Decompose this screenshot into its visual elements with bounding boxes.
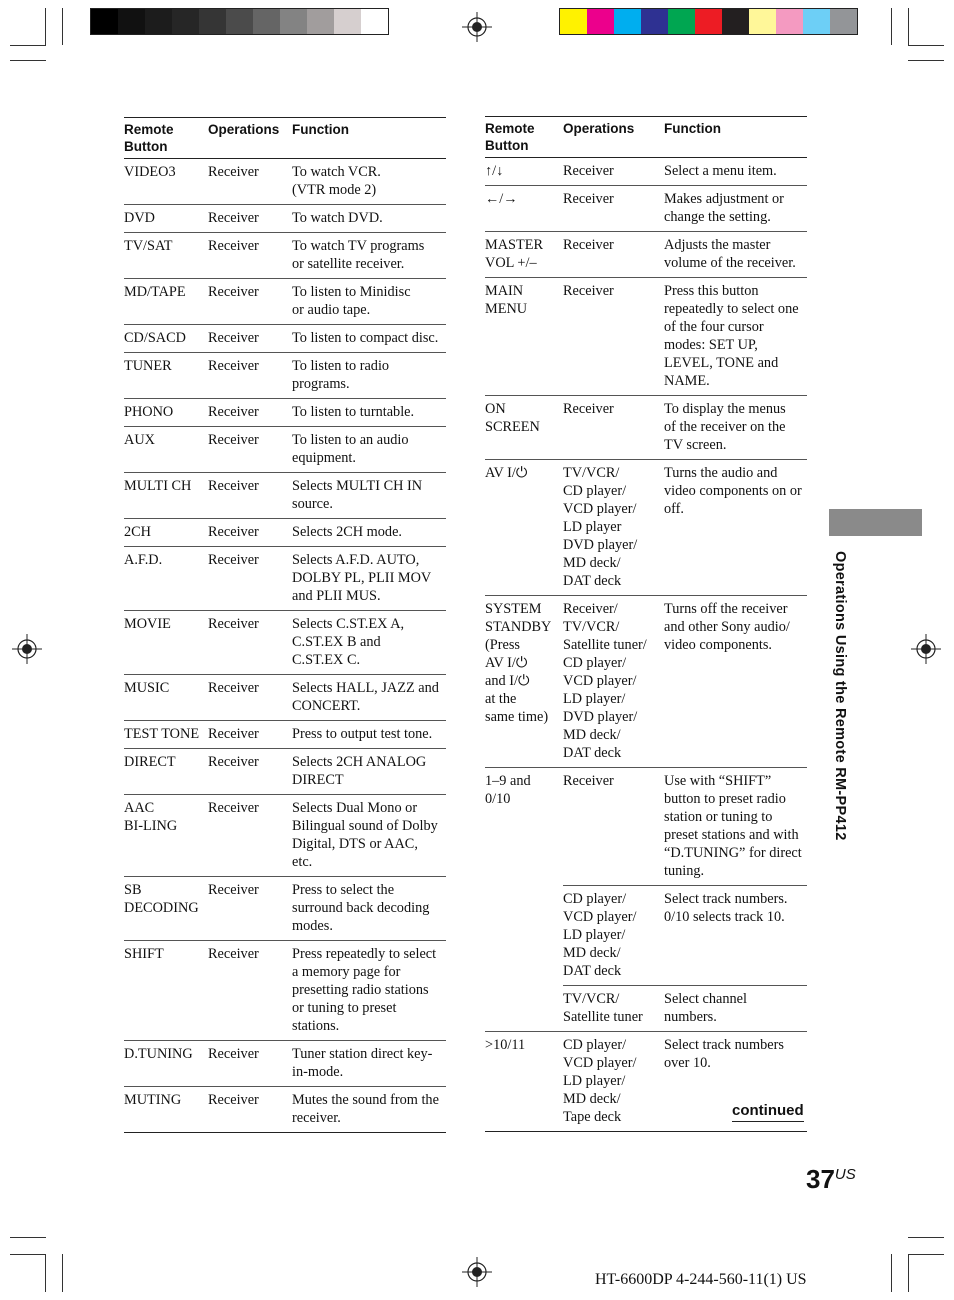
calibration-swatch xyxy=(361,9,388,34)
table-row xyxy=(485,460,807,596)
calibration-swatch xyxy=(830,9,857,34)
cell-remote-button xyxy=(485,986,563,1032)
cell-remote-button: SYSTEM STANDBY (Press AV I/⏻ and I/⏻ at the same time) xyxy=(485,596,563,768)
cell-function: Press repeatedly to select a memory page for presetting radio stations or tuning to preset stations. xyxy=(292,941,446,1041)
cell-remote-button: MULTI CH xyxy=(124,473,208,519)
cell-remote-button: MUSIC xyxy=(124,675,208,721)
crop-mark xyxy=(908,1254,909,1292)
cell-function: To watch VCR. (VTR mode 2) xyxy=(292,159,446,205)
table-row xyxy=(124,795,446,877)
calibration-swatch xyxy=(695,9,722,34)
cell-operations: CD player/ VCD player/ LD player/ MD deck/ DAT deck xyxy=(563,886,664,986)
table-row xyxy=(485,768,807,886)
cell-function: To watch TV programs or satellite receiver. xyxy=(292,233,446,279)
header-remote-button: Remote Button xyxy=(124,118,208,159)
cell-operations: Receiver xyxy=(208,325,292,353)
cell-operations: Receiver/ TV/VCR/ Satellite tuner/ CD player/ VCD player/ LD player/ DVD player/ MD deck/ DAT deck xyxy=(563,596,664,768)
cell-remote-button: VIDEO3 xyxy=(124,159,208,205)
crop-mark xyxy=(10,1254,46,1255)
remote-buttons-table-right xyxy=(485,116,807,1132)
table-row xyxy=(485,396,807,460)
cell-function: Select track numbers. 0/10 selects track 10. xyxy=(664,886,807,986)
cell-function: To listen to Minidisc or audio tape. xyxy=(292,279,446,325)
table-row xyxy=(124,611,446,675)
cell-function: To listen to compact disc. xyxy=(292,325,446,353)
cell-operations: Receiver xyxy=(208,611,292,675)
cell-remote-button: MD/TAPE xyxy=(124,279,208,325)
page-number-value: 37 xyxy=(806,1164,835,1194)
cell-function: To display the menus of the receiver on the TV screen. xyxy=(664,396,807,460)
cell-function: To watch DVD. xyxy=(292,205,446,233)
crop-mark xyxy=(10,60,46,61)
cell-remote-button: AV I/⏻ xyxy=(485,460,563,596)
cell-remote-button: ←/→ xyxy=(485,186,563,232)
cell-function: Turns off the receiver and other Sony audio/ video components. xyxy=(664,596,807,768)
calibration-swatch xyxy=(118,9,145,34)
cell-operations: Receiver xyxy=(208,427,292,473)
crop-mark xyxy=(908,45,944,46)
crop-mark xyxy=(10,1237,46,1238)
table-row xyxy=(124,941,446,1041)
cell-remote-button: PHONO xyxy=(124,399,208,427)
cell-remote-button xyxy=(485,886,563,986)
table-row xyxy=(485,986,807,1032)
cell-operations: CD player/ VCD player/ LD player/ MD deck/ Tape deck xyxy=(563,1032,664,1132)
cell-remote-button: 2CH xyxy=(124,519,208,547)
crop-mark xyxy=(62,8,63,45)
calibration-swatch xyxy=(172,9,199,34)
cell-function: Turns the audio and video components on or off. xyxy=(664,460,807,596)
cell-function: Selects HALL, JAZZ and CONCERT. xyxy=(292,675,446,721)
table-header-row xyxy=(485,117,807,158)
cell-remote-button: A.F.D. xyxy=(124,547,208,611)
table-row xyxy=(124,399,446,427)
cell-remote-button: SHIFT xyxy=(124,941,208,1041)
cell-function: Selects A.F.D. AUTO, DOLBY PL, PLII MOV and PLII MUS. xyxy=(292,547,446,611)
calibration-swatch xyxy=(560,9,587,34)
cell-remote-button: AUX xyxy=(124,427,208,473)
table-row xyxy=(124,279,446,325)
header-function: Function xyxy=(292,118,446,159)
cell-remote-button: MOVIE xyxy=(124,611,208,675)
cell-function: To listen to an audio equipment. xyxy=(292,427,446,473)
calibration-swatch xyxy=(641,9,668,34)
crop-mark xyxy=(908,8,909,45)
calibration-swatch xyxy=(749,9,776,34)
table-row xyxy=(485,186,807,232)
section-tab xyxy=(829,509,922,536)
cell-operations: Receiver xyxy=(208,675,292,721)
header-operations: Operations xyxy=(563,117,664,158)
cell-operations: Receiver xyxy=(208,749,292,795)
calibration-swatch xyxy=(776,9,803,34)
cell-remote-button: MAIN MENU xyxy=(485,278,563,396)
cell-remote-button: AAC BI-LING xyxy=(124,795,208,877)
cell-remote-button: TV/SAT xyxy=(124,233,208,279)
cell-operations: Receiver xyxy=(208,1087,292,1133)
cell-operations: Receiver xyxy=(208,1041,292,1087)
cell-operations: Receiver xyxy=(563,232,664,278)
cell-function: Use with “SHIFT” button to preset radio station or tuning to preset stations and with “D.TUNING” for direct tuning. xyxy=(664,768,807,886)
cell-operations: Receiver xyxy=(208,795,292,877)
page-number xyxy=(806,1164,856,1195)
cell-operations: Receiver xyxy=(208,941,292,1041)
table-row xyxy=(124,1041,446,1087)
cell-function: Selects Dual Mono or Bilingual sound of Dolby Digital, DTS or AAC, etc. xyxy=(292,795,446,877)
registration-mark-icon xyxy=(462,12,492,42)
cell-operations: Receiver xyxy=(563,186,664,232)
calibration-swatch xyxy=(226,9,253,34)
cell-function: Press this button repeatedly to select one of the four cursor modes: SET UP, LEVEL, TONE and NAME. xyxy=(664,278,807,396)
table-row xyxy=(124,205,446,233)
cell-function: Makes adjustment or change the setting. xyxy=(664,186,807,232)
table-row xyxy=(485,886,807,986)
cell-remote-button: CD/SACD xyxy=(124,325,208,353)
cell-remote-button: MUTING xyxy=(124,1087,208,1133)
gray-calibration-strip xyxy=(90,8,389,35)
cell-function: To listen to turntable. xyxy=(292,399,446,427)
table-row xyxy=(485,596,807,768)
calibration-swatch xyxy=(280,9,307,34)
table-row xyxy=(124,721,446,749)
calibration-swatch xyxy=(614,9,641,34)
cell-remote-button: DVD xyxy=(124,205,208,233)
cell-operations: Receiver xyxy=(563,768,664,886)
crop-mark xyxy=(10,45,46,46)
cell-operations: Receiver xyxy=(208,877,292,941)
table-row xyxy=(124,519,446,547)
cell-operations: Receiver xyxy=(208,721,292,749)
table-row xyxy=(124,1087,446,1133)
table-row xyxy=(124,325,446,353)
crop-mark xyxy=(45,1254,46,1292)
cell-remote-button: 1–9 and 0/10 xyxy=(485,773,531,807)
cell-operations: Receiver xyxy=(208,399,292,427)
section-title: Operations Using the Remote RM-PP412 xyxy=(832,551,848,841)
cell-function: Select a menu item. xyxy=(664,158,807,186)
calibration-swatch xyxy=(91,9,118,34)
cell-remote-button: DIRECT xyxy=(124,749,208,795)
cell-function: Selects MULTI CH IN source. xyxy=(292,473,446,519)
cell-remote-button: MASTER VOL +/– xyxy=(485,232,563,278)
table-header-row xyxy=(124,118,446,159)
table-row xyxy=(124,675,446,721)
cell-function: Select track numbers over 10. xyxy=(664,1032,807,1132)
cell-function: Adjusts the master volume of the receiver. xyxy=(664,232,807,278)
cell-operations: TV/VCR/ Satellite tuner xyxy=(563,986,664,1032)
table-row xyxy=(124,159,446,205)
cell-remote-button: >10/11 xyxy=(485,1032,563,1132)
calibration-swatch xyxy=(253,9,280,34)
color-calibration-strip xyxy=(559,8,858,35)
cell-remote-button: D.TUNING xyxy=(124,1041,208,1087)
cell-remote-button: ON SCREEN xyxy=(485,396,563,460)
cell-function: Press to select the surround back decoding modes. xyxy=(292,877,446,941)
cell-operations: Receiver xyxy=(208,547,292,611)
page-suffix: US xyxy=(834,1166,856,1183)
continued-label: continued xyxy=(732,1102,804,1122)
cell-function: Select channel numbers. xyxy=(664,986,807,1032)
calibration-swatch xyxy=(803,9,830,34)
cell-operations: Receiver xyxy=(208,473,292,519)
registration-mark-icon xyxy=(911,634,941,664)
cell-function: Tuner station direct key- in-mode. xyxy=(292,1041,446,1087)
cell-function: Selects 2CH mode. xyxy=(292,519,446,547)
cell-operations: Receiver xyxy=(563,278,664,396)
remote-buttons-table-left xyxy=(124,117,446,1133)
table-row xyxy=(124,877,446,941)
cell-remote-button: SB DECODING xyxy=(124,877,208,941)
table-row xyxy=(124,473,446,519)
cell-operations: Receiver xyxy=(563,396,664,460)
calibration-swatch xyxy=(145,9,172,34)
cell-remote-button: ↑/↓ xyxy=(485,158,563,186)
header-remote-button: Remote Button xyxy=(485,117,563,158)
cell-operations: Receiver xyxy=(208,205,292,233)
calibration-swatch xyxy=(587,9,614,34)
table-row xyxy=(124,427,446,473)
cell-operations: Receiver xyxy=(208,519,292,547)
cell-operations: Receiver xyxy=(208,159,292,205)
table-row xyxy=(485,278,807,396)
table-row xyxy=(124,353,446,399)
table-row xyxy=(124,233,446,279)
crop-mark xyxy=(891,1254,892,1292)
calibration-swatch xyxy=(334,9,361,34)
crop-mark xyxy=(908,60,944,61)
cell-operations: Receiver xyxy=(208,279,292,325)
footer-model: HT-6600DP 4-244-560-11(1) US xyxy=(595,1271,807,1288)
calibration-swatch xyxy=(668,9,695,34)
crop-mark xyxy=(908,1254,944,1255)
header-operations: Operations xyxy=(208,118,292,159)
cell-operations: Receiver xyxy=(563,158,664,186)
registration-mark-icon xyxy=(462,1257,492,1287)
cell-function: To listen to radio programs. xyxy=(292,353,446,399)
table-row xyxy=(124,749,446,795)
cell-operations: Receiver xyxy=(208,233,292,279)
cell-operations: TV/VCR/ CD player/ VCD player/ LD player DVD player/ MD deck/ DAT deck xyxy=(563,460,664,596)
calibration-swatch xyxy=(722,9,749,34)
crop-mark xyxy=(891,8,892,45)
crop-mark xyxy=(908,1237,944,1238)
crop-mark xyxy=(45,8,46,45)
calibration-swatch xyxy=(199,9,226,34)
registration-mark-icon xyxy=(12,634,42,664)
cell-remote-button: TEST TONE xyxy=(124,721,208,749)
cell-function: Press to output test tone. xyxy=(292,721,446,749)
header-function: Function xyxy=(664,117,807,158)
table-row xyxy=(485,232,807,278)
table-row xyxy=(485,158,807,186)
crop-mark xyxy=(62,1254,63,1292)
table-row xyxy=(124,547,446,611)
calibration-swatch xyxy=(307,9,334,34)
cell-function: Mutes the sound from the receiver. xyxy=(292,1087,446,1133)
cell-function: Selects 2CH ANALOG DIRECT xyxy=(292,749,446,795)
cell-operations: Receiver xyxy=(208,353,292,399)
cell-function: Selects C.ST.EX A, C.ST.EX B and C.ST.EX C. xyxy=(292,611,446,675)
cell-remote-button: TUNER xyxy=(124,353,208,399)
